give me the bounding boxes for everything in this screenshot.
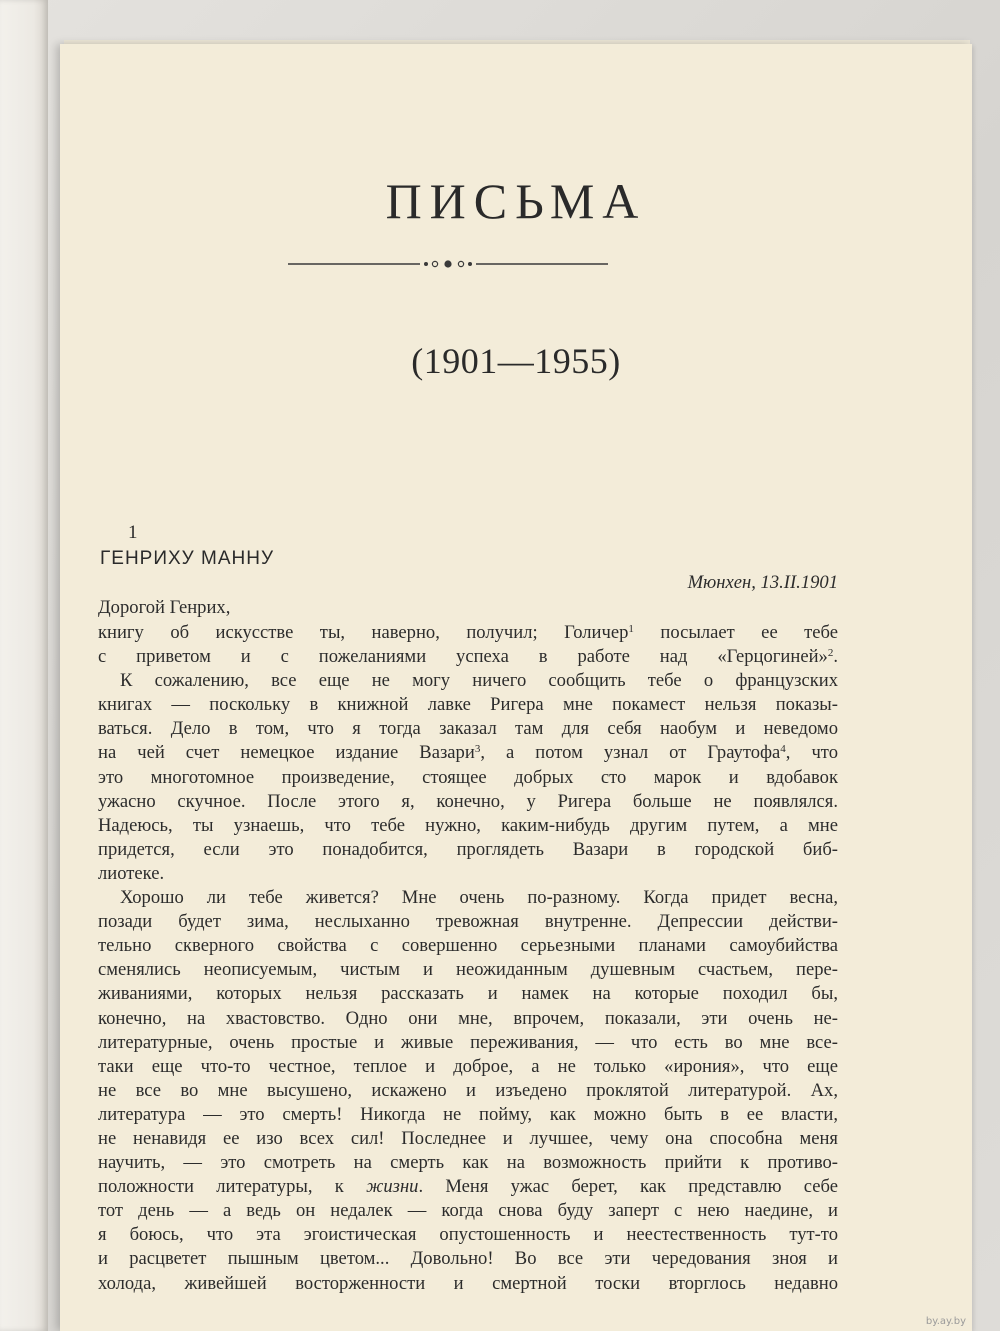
line-text: научить, — это смотреть на смерть как на возможность прийти к противо- — [98, 1152, 838, 1174]
line-text: К сожалению, все еще не могу ничего сообщить тебе о французских — [120, 670, 838, 692]
letter-salutation: Дорогой Генрих, — [98, 597, 231, 618]
line-text: литературные, очень простые и живые переживания, — что есть во мне все- — [98, 1031, 838, 1053]
line-text: , что — [785, 742, 838, 764]
text-line — [98, 1223, 838, 1247]
line-text: холода, живейшей восторженности и смертной тоски вторглось недавно — [98, 1272, 838, 1294]
line-text: Хорошо ли тебе живется? Мне очень по-разному. Когда придет весна, — [120, 887, 838, 909]
line-text: положности литературы, к — [98, 1176, 367, 1198]
line-text: сменялись неописуемым, чистым и неожиданным душевным счастьем, пере- — [98, 959, 838, 981]
line-text: тельно скверного свойства с совершенно серьезными планами самоубийства — [98, 935, 838, 957]
line-text: и расцветет пышным цветом... Довольно! Во все эти чередования зноя и — [98, 1248, 838, 1270]
text-line — [98, 1079, 838, 1103]
footnote-ref: 2 — [827, 647, 834, 660]
text-line — [98, 862, 838, 886]
page-title: ПИСЬМА — [385, 173, 647, 229]
line-text: тот день — а ведь он недалек — когда снова буду заперт с нею наедине, и — [98, 1200, 838, 1222]
line-text: ужасно скучное. После этого я, конечно, у Ригера больше не появлялся. — [98, 790, 838, 812]
line-text: я боюсь, что эта эгоистическая опустошенность и неестественность тут-то — [98, 1224, 838, 1246]
text-line — [98, 1199, 838, 1223]
text-line — [98, 1055, 838, 1079]
line-text: литература — это смерть! Никогда не пойму, как можно быть в ее власти, — [98, 1103, 838, 1125]
line-text: , а потом узнал от Граутофа — [480, 742, 781, 764]
line-text: Надеюсь, ты узнаешь, что тебе нужно, каким-нибудь другим путем, а мне — [98, 814, 838, 836]
years-subtitle: (1901—1955) — [411, 341, 621, 381]
facing-page-edge — [0, 0, 48, 1331]
text-line — [98, 790, 838, 814]
text-line — [98, 741, 838, 765]
line-text: ваться. Дело в том, что я тогда заказал там для себя наобум и неведомо — [98, 718, 838, 740]
text-line — [98, 1151, 838, 1175]
watermark: by.ay.by — [925, 1316, 966, 1327]
line-text: на чей счет немецкое издание Вазари — [98, 742, 475, 764]
book-page — [60, 44, 972, 1331]
line-text: . Меня ужас берет, как представлю себе — [418, 1176, 838, 1198]
text-line — [98, 1272, 838, 1296]
text-line — [98, 1175, 838, 1199]
text-line — [98, 1103, 838, 1127]
text-line — [98, 934, 838, 958]
text-line — [98, 886, 838, 910]
footnote-ref: 3 — [474, 743, 481, 756]
text-line — [98, 766, 838, 790]
text-line — [98, 1007, 838, 1031]
line-text: конечно, на хвастовство. Одно они мне, впрочем, показали, эти очень не- — [98, 1007, 838, 1029]
letter-date: 13.II.1901 — [760, 572, 838, 593]
line-text: с приветом и с пожеланиями успеха в работе над «Герцогиней» — [98, 646, 828, 668]
text-line — [98, 1247, 838, 1271]
letter-body — [98, 621, 838, 1296]
letter-addressee: ГЕНРИХУ МАННУ — [100, 548, 275, 569]
line-text: это многотомное произведение, стоящее добрых сто марок и вдобавок — [98, 766, 838, 788]
line-text: живаниями, которых нельзя рассказать и намек на которые походил бы, — [98, 983, 838, 1005]
text-line — [98, 693, 838, 717]
text-line — [98, 1127, 838, 1151]
text-line — [98, 1031, 838, 1055]
divider-ornament — [288, 257, 608, 271]
footnote-ref: 1 — [628, 623, 634, 635]
line-text: позади будет зима, неслыханно тревожная внутренне. Депрессии действи- — [98, 911, 838, 933]
line-text: таки еще что-то честное, теплое и доброе, а не только «ирония», что еще — [98, 1055, 838, 1077]
text-line — [98, 814, 838, 838]
text-line — [98, 838, 838, 862]
line-text: . — [833, 646, 838, 668]
text-line — [98, 982, 838, 1006]
line-text: книгах — поскольку в книжной лавке Ригера мне покамест нельзя показы- — [98, 694, 838, 716]
text-line — [98, 910, 838, 934]
line-text: не все во мне высушено, искажено и изъедено проклятой литературой. Ах, — [98, 1079, 838, 1101]
line-text: посылает ее тебе — [633, 622, 838, 643]
letter-number: 1 — [128, 522, 138, 543]
text-line — [98, 958, 838, 982]
line-text: книгу об искусстве ты, наверно, получил; Голичер — [98, 622, 629, 643]
footnote-ref: 4 — [780, 743, 786, 756]
line-text: придется, если это понадобится, проглядеть Вазари в городской биб- — [98, 838, 838, 860]
text-line — [98, 621, 838, 645]
line-text: лиотеке. — [98, 862, 165, 884]
text-line — [98, 717, 838, 741]
emphasis-text: жизни — [366, 1176, 419, 1198]
text-line — [98, 669, 838, 693]
letter-dateline — [520, 572, 838, 594]
text-line — [98, 645, 838, 669]
letter-place: Мюнхен, — [687, 572, 756, 593]
line-text: не ненавидя ее изо всех сил! Последнее и лучшее, чему она способна меня — [98, 1127, 838, 1149]
